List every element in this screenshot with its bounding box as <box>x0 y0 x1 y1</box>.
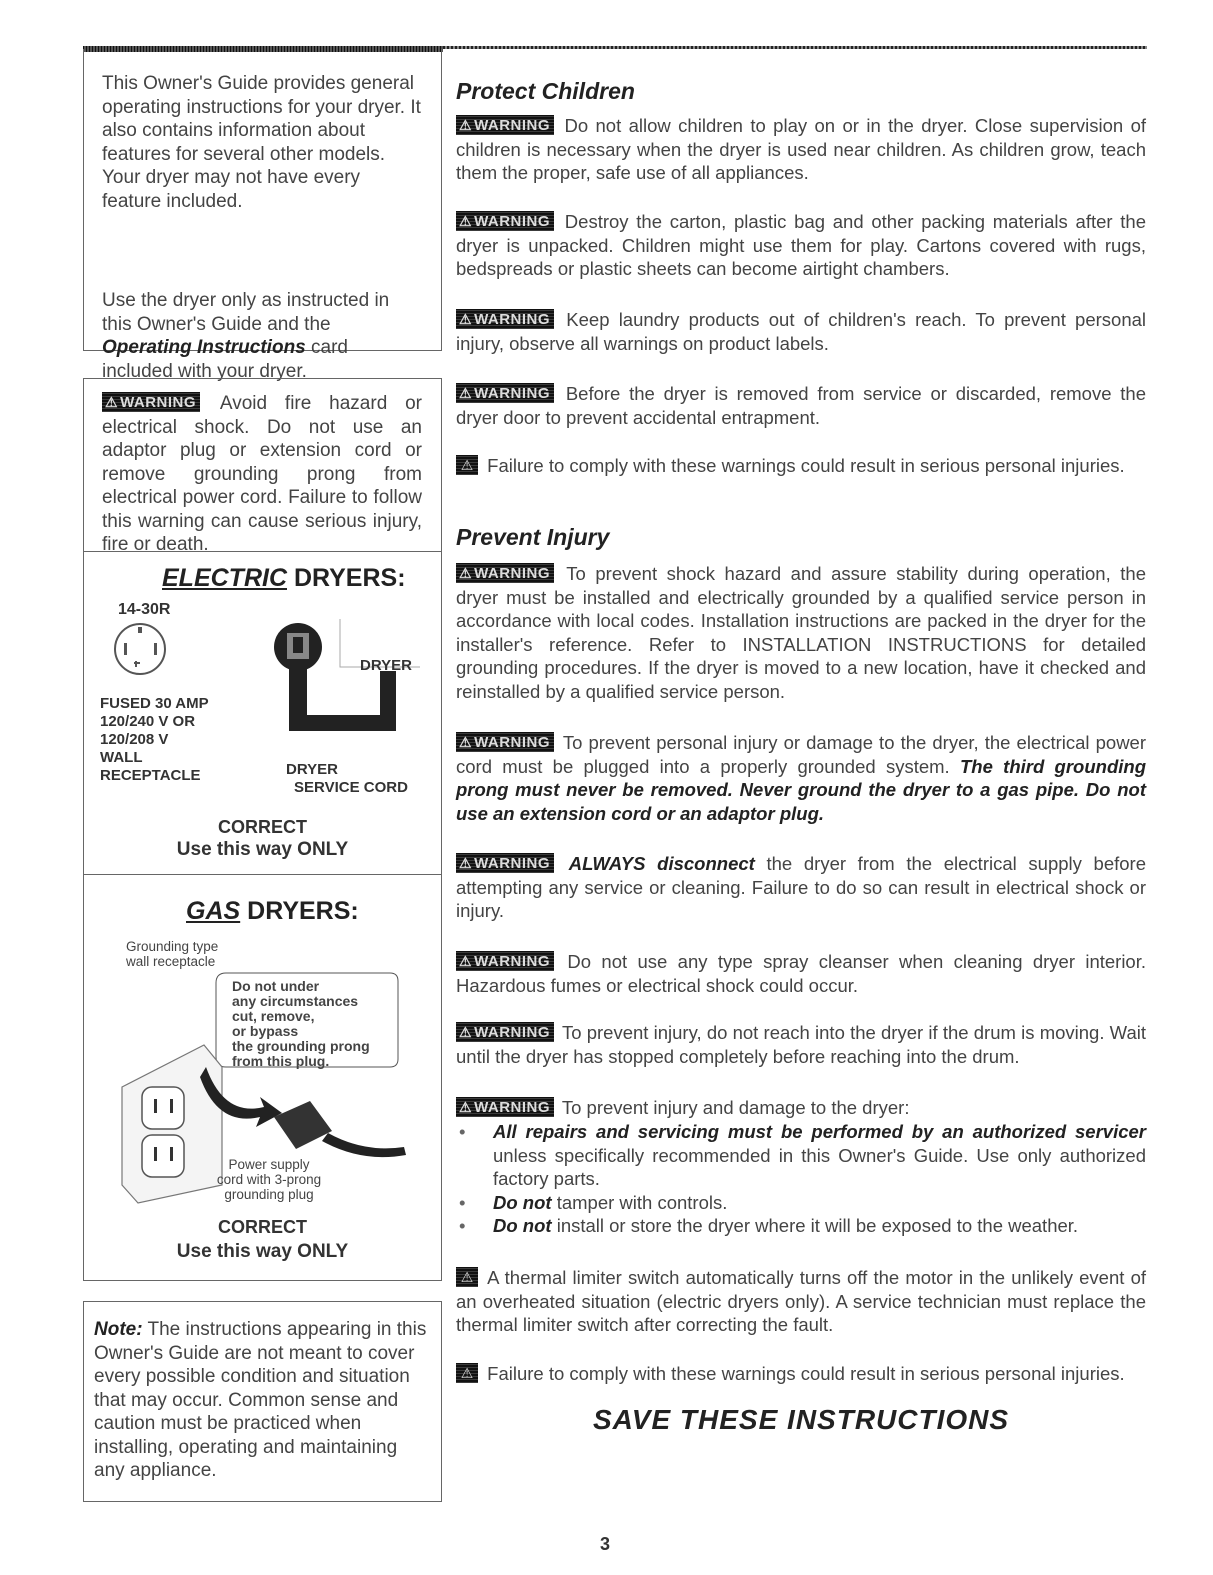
caution-icon: ⚠ <box>456 455 478 475</box>
injury-warning-1: ⚠ WARNING To prevent shock hazard and assure stability during operation, the dryer must be installed and electrically grounded by a qualified service person in accordance with local codes. Installation instructions are packed in the dryer for the installer's reference. Refer to INSTALLATION INSTRUCTIONS for detailed grounding procedures. If the dryer is moved to a new location, have it checked and reinstalled by a qualified service person. <box>456 563 1146 702</box>
save-instructions-title: SAVE THESE INSTRUCTIONS <box>592 1404 1010 1435</box>
warning-icon: ⚠ WARNING <box>102 392 200 412</box>
thermal-limiter-note: ⚠ A thermal limiter switch automatically turns off the motor in the unlikely event of an overheated situation (electric dryers only). A service technician must replace the thermal limiter switch after correcting the fault. <box>456 1267 1146 1336</box>
caution-icon: ⚠ <box>456 1363 478 1383</box>
warning-icon: ⚠ WARNING <box>456 1097 554 1117</box>
note-text: Note: The instructions appearing in this Owner's Guide are not meant to cover every possible condition and situation that may occur. Common sense and caution must be practiced when installing, operating and maintaining any appliance. <box>94 1319 427 1481</box>
warning-icon: ⚠ WARNING <box>456 309 554 329</box>
warning-icon: ⚠ WARNING <box>456 951 554 971</box>
dryer-label: DRYER <box>360 657 412 674</box>
warning-box-text: ⚠ WARNING Avoid fire hazard or electrical shock. Do not use an adaptor plug or extension cord or remove grounding prong from electrical power cord. Failure to follow this warning can cause serious injury, fire or death. <box>102 393 423 555</box>
note-box <box>83 1301 442 1502</box>
caution-icon: ⚠ <box>456 1267 478 1287</box>
warning-icon: ⚠ WARNING <box>456 1022 554 1042</box>
injury-failure-note: ⚠ Failure to comply with these warnings could result in serious personal injuries. <box>456 1362 1146 1386</box>
electric-title: ELECTRIC DRYERS: <box>162 564 406 592</box>
power-supply-label: Power supply cord with 3-prong grounding plug <box>216 1157 322 1202</box>
injury-bullet-list <box>456 1120 1146 1238</box>
service-cord-label: DRYER SERVICE CORD <box>286 761 408 796</box>
gas-correct: CORRECT <box>218 1217 307 1237</box>
fused-receptacle-label: FUSED 30 AMP 120/240 V OR 120/208 V WALL RECEPTACLE <box>100 695 209 784</box>
intro-text: This Owner's Guide provides general operating instructions for your dryer. It also contains information about features for several other models. Your dryer may not have every feature included. <box>102 73 421 212</box>
protect-warning-1: ⚠ WARNING Do not allow children to play on or in the dryer. Close supervision of children is necessary when the dryer is used near children. As children grow, teach them the proper, safe use of all appliances. <box>456 115 1147 184</box>
list-item: • All repairs and servicing must be performed by an authorized servicer unless specifically recommended in this Owner's Guide. Use only authorized factory parts. <box>456 1120 1146 1191</box>
injury-warning-5: ⚠ WARNING To prevent injury, do not reach into the dryer if the drum is moving. Wait until the dryer has stopped completely before reaching into the drum. <box>456 1022 1147 1067</box>
page-number: 3 <box>600 1534 611 1554</box>
protect-warning-2: ⚠ WARNING Destroy the carton, plastic bag and other packing materials after the dryer is unpacked. Children might use them for play. Cartons covered with rugs, bedspreads or plastic sheets can become airtight chambers. <box>456 211 1146 280</box>
prevent-injury-heading: Prevent Injury <box>456 524 610 550</box>
protect-warning-4: ⚠ WARNING Before the dryer is removed from service or discarded, remove the dryer door to prevent accidental entrapment. <box>456 383 1146 428</box>
warning-box <box>83 378 442 1281</box>
warning-icon: ⚠ WARNING <box>456 115 554 135</box>
intro-text-2: Use the dryer only as instructed in this Owner's Guide and the Operating Instructions card included with your dryer. <box>102 290 390 382</box>
electric-use-only: Use this way ONLY <box>176 839 349 860</box>
warning-icon: ⚠ WARNING <box>456 853 554 873</box>
warning-icon: ⚠ WARNING <box>456 211 554 231</box>
bubble-text: Do not under any circumstances cut, remove, or bypass the grounding prong from this plug. <box>232 978 370 1069</box>
protect-children-heading: Protect Children <box>456 78 635 104</box>
warning-icon: ⚠ WARNING <box>456 732 554 752</box>
list-item: • Do not install or store the dryer where it will be exposed to the weather. <box>456 1214 1146 1238</box>
protect-failure-note: ⚠ Failure to comply with these warnings could result in serious personal injuries. <box>456 454 1146 478</box>
receptacle-code: 14-30R <box>118 601 171 618</box>
electric-correct: CORRECT <box>218 817 307 837</box>
protect-warning-3: ⚠ WARNING Keep laundry products out of children's reach. To prevent personal injury, observe all warnings on product labels. <box>456 309 1147 354</box>
injury-warning-3: ⚠ WARNING ALWAYS disconnect the dryer from the electrical supply before attempting any service or cleaning. Failure to do so can result in electrical shock or injury. <box>456 853 1147 922</box>
gas-use-only: Use this way ONLY <box>176 1241 349 1262</box>
warning-icon: ⚠ WARNING <box>456 563 554 583</box>
gas-title: GAS DRYERS: <box>186 897 359 925</box>
list-item: • Do not tamper with controls. <box>456 1191 1146 1215</box>
injury-warning-6: ⚠ WARNING To prevent injury and damage to the dryer: <box>456 1096 1146 1120</box>
intro-box <box>83 49 442 382</box>
grounding-label: Grounding type wall receptacle <box>126 939 219 969</box>
injury-warning-4: ⚠ WARNING Do not use any type spray cleanser when cleaning dryer interior. Hazardous fumes or electrical shock could occur. <box>456 951 1147 996</box>
warning-icon: ⚠ WARNING <box>456 383 554 403</box>
injury-warning-2: ⚠ WARNING To prevent personal injury or damage to the dryer, the electrical power cord must be plugged into a properly grounded system. The third grounding prong must never be removed. Never ground the dryer to a gas pipe. Do not use an extension cord or an adaptor plug. <box>456 732 1147 824</box>
